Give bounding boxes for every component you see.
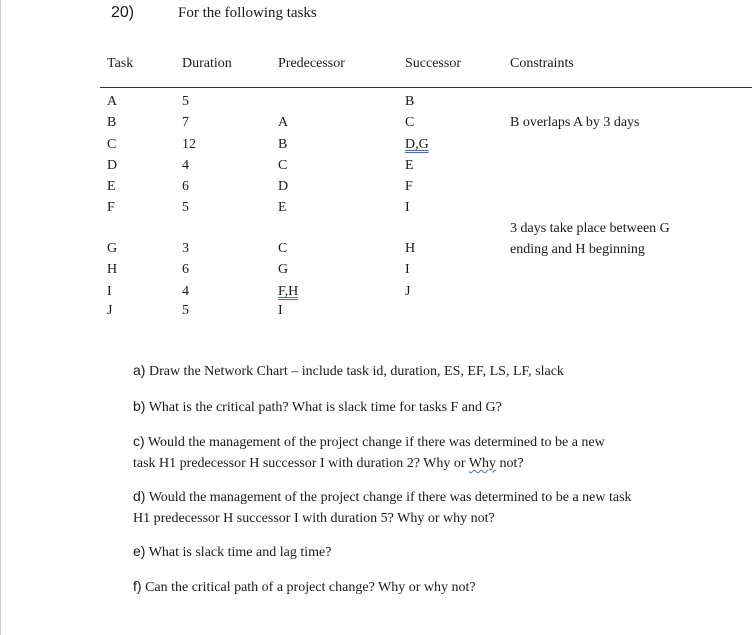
- question-f: [133, 576, 476, 598]
- cell-successor: C: [405, 115, 415, 130]
- constraint-b: B overlaps A by 3 days: [510, 115, 640, 130]
- cell-successor: I: [405, 262, 410, 277]
- constraint-gh-line1: 3 days take place between G: [510, 221, 670, 236]
- cell-duration: 5: [182, 200, 189, 215]
- cell-task: C: [107, 137, 117, 152]
- header-task: Task: [107, 56, 134, 71]
- question-c-letter: c): [133, 433, 145, 449]
- question-b-letter: b): [133, 398, 146, 414]
- cell-successor: D,G: [405, 137, 429, 152]
- cell-predecessor: B: [278, 137, 288, 152]
- cell-predecessor: F,H: [278, 284, 299, 299]
- question-f-letter: f): [133, 578, 142, 594]
- cell-task: E: [107, 179, 116, 194]
- header-constraints: Constraints: [510, 56, 574, 71]
- question-e: [133, 541, 331, 563]
- constraint-gh-line2: ending and H beginning: [510, 242, 645, 257]
- question-b-text: What is the critical path? What is slack time for tasks F and G?: [148, 400, 502, 415]
- cell-task: B: [107, 115, 117, 130]
- question-c: [133, 431, 605, 474]
- question-e-text: What is slack time and lag time?: [148, 545, 332, 560]
- cell-task: I: [107, 284, 112, 299]
- question-d-line2: H1 predecessor H successor I with duration 5? Why or why not?: [133, 511, 495, 526]
- cell-duration: 6: [182, 179, 189, 194]
- cell-duration: 5: [182, 94, 189, 109]
- cell-duration: 4: [182, 284, 189, 299]
- cell-successor: H: [405, 241, 416, 256]
- cell-task: D: [107, 158, 118, 173]
- cell-predecessor: G: [278, 262, 289, 277]
- header-successor: Successor: [405, 56, 461, 71]
- question-number: 20): [111, 4, 135, 21]
- question-c-line2-end: not?: [496, 456, 524, 471]
- cell-duration: 5: [182, 303, 189, 318]
- question-d-letter: d): [133, 488, 146, 504]
- cell-task: H: [107, 262, 118, 277]
- question-e-letter: e): [133, 543, 146, 559]
- cell-duration: 6: [182, 262, 189, 277]
- table-header-rule: [100, 87, 752, 88]
- question-a-text: Draw the Network Chart – include task id, duration, ES, EF, LS, LF, slack: [148, 364, 564, 379]
- cell-predecessor: C: [278, 158, 288, 173]
- cell-task: A: [107, 94, 118, 109]
- question-a: [133, 360, 564, 382]
- question-b: [133, 396, 502, 418]
- cell-successor: I: [405, 200, 410, 215]
- question-d: [133, 486, 632, 529]
- cell-duration: 12: [182, 137, 196, 152]
- question-c-line2: task H1 predecessor H successor I with duration 2? Why or: [133, 456, 469, 471]
- question-d-line1: Would the management of the project change if there was determined to be a new task: [148, 490, 632, 505]
- page-left-border: [0, 0, 1, 635]
- question-a-letter: a): [133, 362, 146, 378]
- cell-successor: E: [405, 158, 414, 173]
- cell-duration: 3: [182, 241, 189, 256]
- intro-text: For the following tasks: [178, 5, 317, 21]
- question-c-why-word: Why: [468, 456, 497, 471]
- constraint-gh: [510, 218, 670, 260]
- cell-successor: B: [405, 94, 415, 109]
- cell-duration: 4: [182, 158, 189, 173]
- question-c-line1: Would the management of the project change if there was determined to be a new: [147, 435, 605, 450]
- cell-successor: J: [405, 284, 411, 299]
- cell-predecessor: I: [278, 303, 283, 318]
- cell-predecessor: A: [278, 115, 289, 130]
- cell-predecessor: C: [278, 241, 288, 256]
- header-duration: Duration: [182, 56, 232, 71]
- cell-predecessor: D: [278, 179, 289, 194]
- cell-task: F: [107, 200, 115, 215]
- cell-successor: F: [405, 179, 413, 194]
- cell-predecessor: E: [278, 200, 287, 215]
- cell-task: J: [107, 303, 113, 318]
- cell-duration: 7: [182, 115, 189, 130]
- cell-task: G: [107, 241, 118, 256]
- header-predecessor: Predecessor: [278, 56, 345, 71]
- question-f-text: Can the critical path of a project change? Why or why not?: [145, 580, 476, 595]
